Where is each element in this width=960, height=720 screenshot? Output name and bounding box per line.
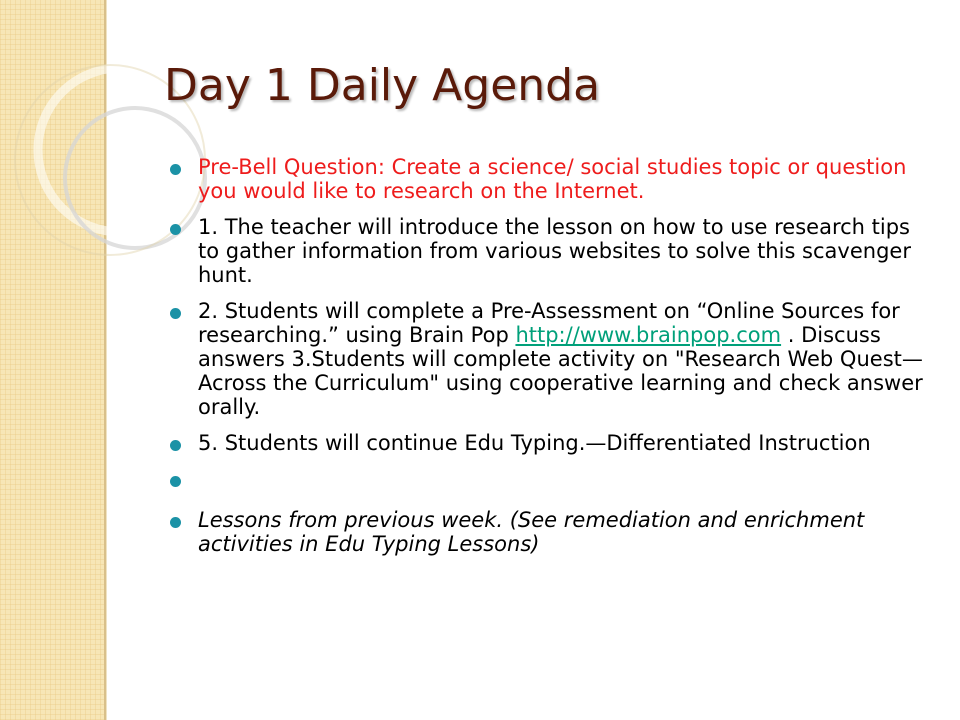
brainpop-link[interactable]: http://www.brainpop.com	[515, 323, 782, 347]
list-item-step-2-3	[170, 299, 930, 419]
list-item-step-1	[170, 215, 930, 287]
bullet-icon	[170, 224, 181, 235]
bullet-icon	[170, 517, 181, 528]
step-2-text: 2. Students will complete a Pre-Assessment on “Online Sources for researching.” using Brain Pop	[198, 299, 900, 347]
bullet-icon	[170, 440, 181, 451]
bullet-icon	[170, 164, 181, 175]
step-5-text: 5. Students will continue Edu Typing.—Differentiated Instruction	[198, 431, 871, 455]
agenda-list	[170, 155, 930, 568]
bullet-icon	[170, 308, 181, 319]
list-item-empty	[170, 467, 930, 496]
pre-bell-question-text: Pre-Bell Question: Create a science/ social studies topic or question you would like to research on the Internet.	[198, 155, 907, 203]
slide-title: Day 1 Daily Agenda	[164, 60, 601, 111]
step-1-text: 1. The teacher will introduce the lesson on how to use research tips to gather information from various websites to solve this scavenger hunt.	[198, 215, 911, 287]
list-item-lessons	[170, 508, 930, 556]
step-3-text: . Discuss answers 3.Students will complete activity on "Research Web Quest—Across the Curriculum" using cooperative learning and check answer orally.	[198, 323, 923, 419]
bullet-icon	[170, 476, 181, 487]
list-item-pre-bell	[170, 155, 930, 203]
list-item-step-5	[170, 431, 930, 455]
lessons-note-text: Lessons from previous week. (See remediation and enrichment activities in Edu Typing Lessons)	[198, 508, 865, 556]
